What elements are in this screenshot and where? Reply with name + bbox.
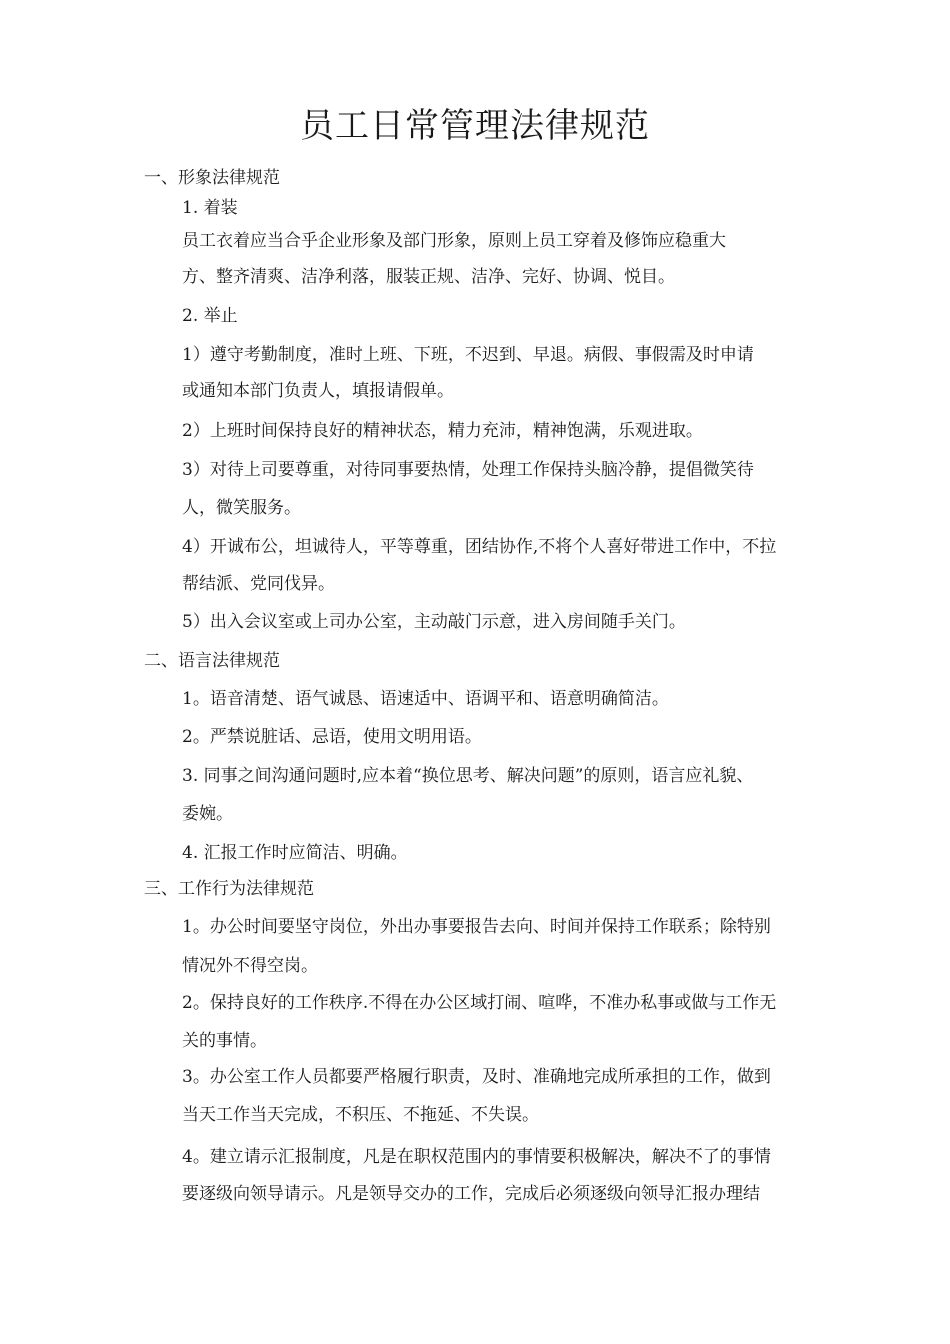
section-heading: 二、语言法律规范 bbox=[144, 651, 280, 671]
paragraph-line: 1。办公时间要坚守岗位，外出办事要报告去向、时间并保持工作联系；除特别 bbox=[182, 917, 771, 937]
paragraph-line: 4。建立请示汇报制度，凡是在职权范围内的事情要积极解决，解决不了的事情 bbox=[182, 1147, 771, 1167]
paragraph-line: 2。保持良好的工作秩序.不得在办公区域打闹、喧哗，不准办私事或做与工作无 bbox=[182, 993, 777, 1013]
document-title: 员工日常管理法律规范 bbox=[300, 106, 650, 146]
paragraph-line: 人，微笑服务。 bbox=[182, 498, 301, 518]
paragraph-line: 2。严禁说脏话、忌语，使用文明用语。 bbox=[182, 727, 482, 747]
paragraph-line: 2）上班时间保持良好的精神状态，精力充沛，精神饱满，乐观进取。 bbox=[182, 421, 703, 441]
paragraph-line: 1）遵守考勤制度，准时上班、下班，不迟到、早退。病假、事假需及时申请 bbox=[182, 345, 754, 365]
paragraph-line: 1。语音清楚、语气诚恳、语速适中、语调平和、语意明确简洁。 bbox=[182, 689, 669, 709]
subheading: 2. 举止 bbox=[182, 306, 238, 326]
paragraph-line: 3. 同事之间沟通问题时,应本着“换位思考、解决问题”的原则，语言应礼貌、 bbox=[182, 766, 754, 786]
paragraph-line: 当天工作当天完成，不积压、不拖延、不失误。 bbox=[182, 1105, 539, 1125]
paragraph-line: 4）开诚布公，坦诚待人，平等尊重，团结协作,不将个人喜好带进工作中，不拉 bbox=[182, 537, 777, 557]
paragraph-line: 委婉。 bbox=[182, 804, 233, 824]
paragraph-line: 4. 汇报工作时应简洁、明确。 bbox=[182, 843, 408, 863]
paragraph-line: 或通知本部门负责人，填报请假单。 bbox=[182, 381, 454, 401]
paragraph-line: 5）出入会议室或上司办公室，主动敲门示意，进入房间随手关门。 bbox=[182, 612, 686, 632]
paragraph-line: 帮结派、党同伐异。 bbox=[182, 574, 335, 594]
paragraph-line: 关的事情。 bbox=[182, 1031, 267, 1051]
section-heading: 三、工作行为法律规范 bbox=[144, 879, 314, 899]
paragraph-line: 要逐级向领导请示。凡是领导交办的工作，完成后必须逐级向领导汇报办理结 bbox=[182, 1184, 760, 1204]
subheading: 1. 着装 bbox=[182, 198, 238, 218]
section-heading: 一、形象法律规范 bbox=[144, 168, 280, 188]
paragraph-line: 方、整齐清爽、洁净利落，服装正规、洁净、完好、协调、悦目。 bbox=[182, 267, 675, 287]
paragraph-line: 3。办公室工作人员都要严格履行职责，及时、准确地完成所承担的工作，做到 bbox=[182, 1067, 771, 1087]
paragraph-line: 情况外不得空岗。 bbox=[182, 956, 318, 976]
paragraph-line: 员工衣着应当合乎企业形象及部门形象，原则上员工穿着及修饰应稳重大 bbox=[182, 231, 726, 251]
paragraph-line: 3）对待上司要尊重，对待同事要热情，处理工作保持头脑冷静，提倡微笑待 bbox=[182, 460, 754, 480]
